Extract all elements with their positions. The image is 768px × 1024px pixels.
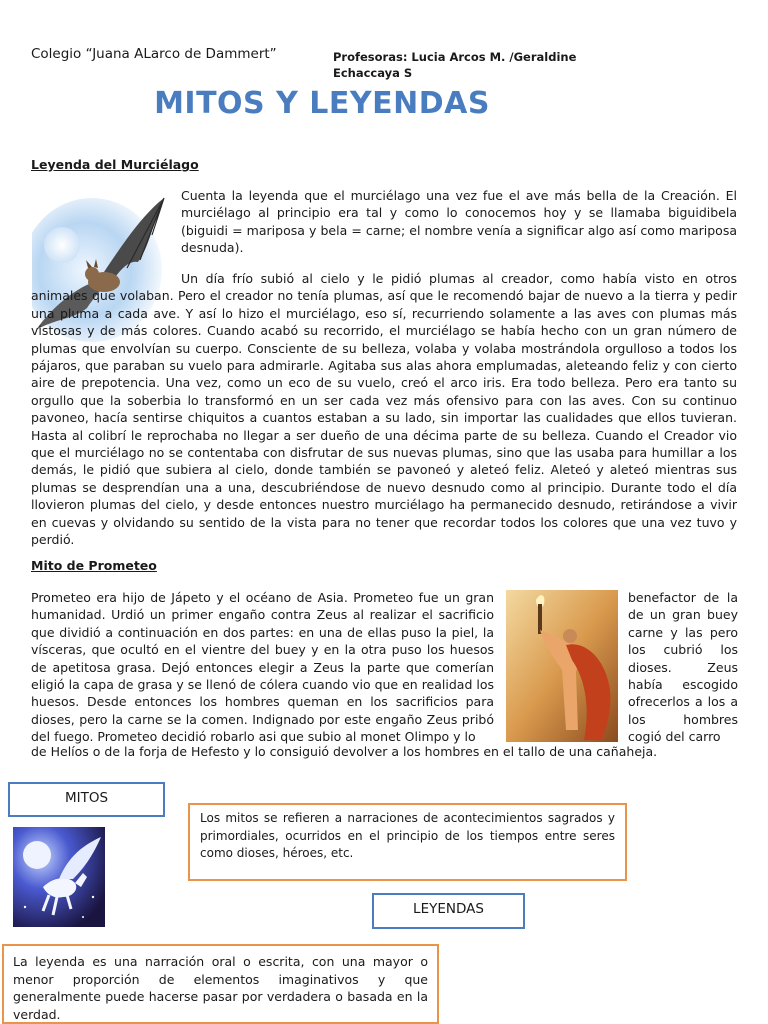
teachers-names: Profesoras: Lucia Arcos M. /Geraldine Echaccaya S: [333, 50, 577, 80]
leyendas-definition-box: La leyenda es una narración oral o escrita, con una mayor o menor proporción de elementos imaginativos y que generalmente puede hacerse pasar por verdadera o basada en la verdad.: [2, 944, 439, 1024]
legend-paragraph-1: Cuenta la leyenda que el murciélago una vez fue el ave más bella de la Creación. El murciélago al principio era tal y como lo conocemos hoy y se llamaba biguidibela (biguidi = mariposa y bela = carne; el nombre venía a significar algo así como mariposa desnuda).: [181, 188, 737, 256]
legend-paragraph-2: Un día frío subió al cielo y le pidió plumas al creador, como había visto en otros animales que volaban. Pero el creador no tenía plumas, así que le recomendó bajar de nuevo a la tierra y pedir una pluma a cada ave. Y así lo hizo el murciélago, eso sí, recurriendo solamente a las aves con plumas más vistosas y de más colores. Cuando acabó su recorrido, el murciélago se había hecho con un gran número de plumas que envolvían su cuerpo. Consciente de su belleza, volaba y volaba mostrándola orgulloso a todos los pájaros, que paraban su vuelo para admirarle. Agitaba sus alas ahora emplumadas, aleteando feliz y con cierto aire de prepotencia. Una vez, como un eco de su vuelo, creó el arco iris. Era todo belleza. Pero era tanto su orgullo que la soberbia lo transformó en un ser cada vez más ofensivo para con las aves. Con su continuo pavoneo, hacía sentirse chiquitos a cuantos estaban a su lado, sin importar las cualidades que ellos tuvieran. Hasta al colibrí le reprochaba no llegar a ser dueño de una décima parte de su belleza. Cuando el Creador vio que el murciélago no se contentaba con disfrutar de sus nuevas plumas, sino que las usaba para humillar a los demás, le pidió que subiera al cielo, donde también se pavoneó y aleteó feliz. Aleteó y aleteó mientras sus plumas se desprendían una a una, descubriéndose de nuevo desnudo como al principio. Durante todo el día llovieron plumas del cielo, y desde entonces nuestro murciélago ha permanecido desnudo, retirándose a vivir en cuevas y olvidando su sentido de la vista para no tener que recordar todos los colores que una vez tuvo y perdió.: [31, 271, 737, 548]
school-name: Colegio “Juana ALarco de Dammert”: [31, 46, 277, 62]
myth-text-left: Prometeo era hijo de Jápeto y el océano de Asia. Prometeo fue un gran humanidad. Urdió un primer engaño contra Zeus al realizar el sacrificio que dividió a continuación en dos partes: en una de ellas puso la piel, la vísceras, que ocultó en el vientre del buey y en la otra puso los huesos de apetitosa grasa. Dejó entonces elegir a Zeus la parte que comerían eligió la capa de grasa y se llenó de cólera cuando vio que en realidad los huesos. Desde entonces los hombres queman en los sacrificios para dioses, pero la carne se la comen. Indignado por este engaño Zeus pribó del fuego. Prometeo decidió robarlo asi que subio al monet Olimpo y lo: [31, 590, 494, 745]
leyendas-label-box: LEYENDAS: [372, 893, 525, 929]
legend-heading: Leyenda del Murciélago: [31, 157, 199, 172]
myth-heading: Mito de Prometeo: [31, 558, 157, 573]
prometheus-image: [506, 590, 618, 742]
mitos-label-box: MITOS: [8, 782, 165, 817]
myth-text-right: benefactor de la de un gran buey carne y las pero los cubrió los dioses. Zeus había escogido ofrecerlos a los a los hombres cogió del carro: [628, 590, 738, 745]
mitos-definition-box: Los mitos se refieren a narraciones de acontecimientos sagrados y primordiales, ocurridos en el principio de los tiempos entre seres como dioses, héroes, etc.: [188, 803, 627, 881]
pegasus-image: [13, 827, 105, 927]
page-title: MITOS Y LEYENDAS: [154, 86, 490, 121]
myth-last-line: de Helíos o de la forja de Hefesto y lo consiguió devolver a los hombres en el tallo de una cañaheja.: [31, 744, 658, 759]
